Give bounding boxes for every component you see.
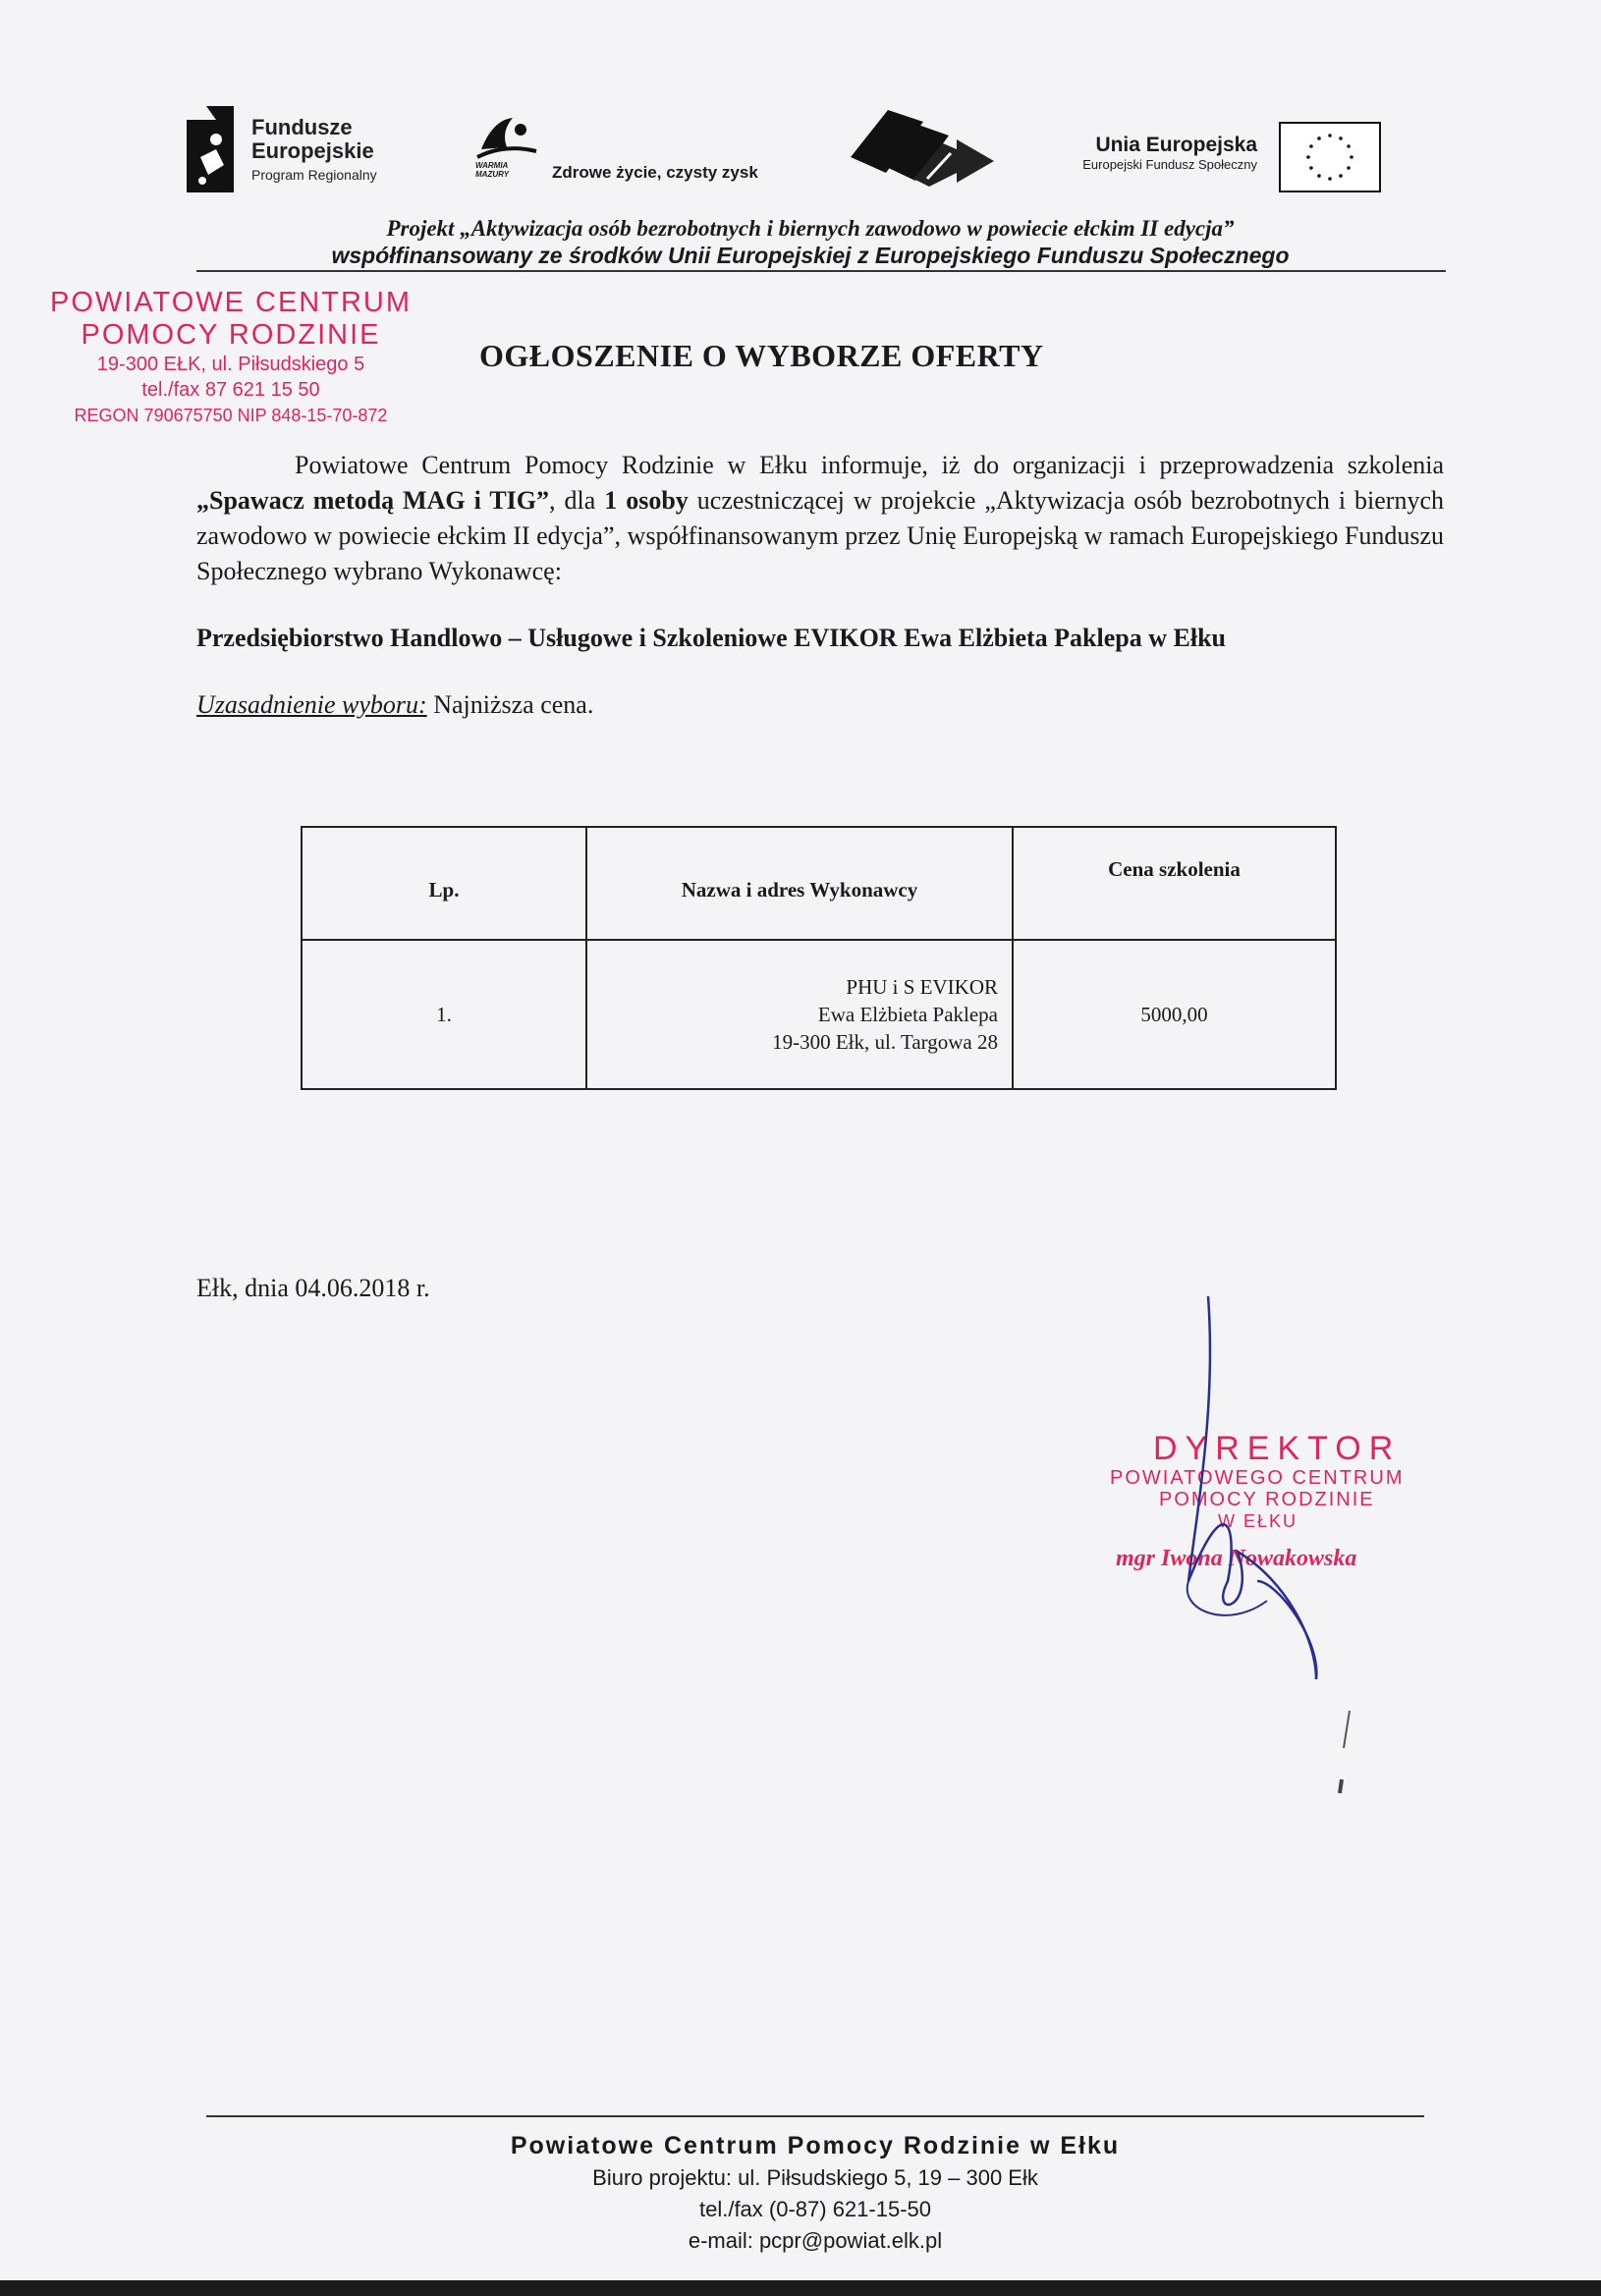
footer [206, 2129, 1424, 2257]
eu-star-icon [1339, 174, 1343, 178]
document-date: Ełk, dnia 04.06.2018 r. [196, 1274, 430, 1302]
institution-stamp [39, 287, 422, 428]
fundusze-europejskie-logo [187, 106, 422, 194]
selected-contractor: Przedsiębiorstwo Handlowo – Usługowe i Szkoleniowe EVIKOR Ewa Elżbieta Paklepa w Ełku [196, 624, 1226, 652]
eu-star-icon [1328, 134, 1332, 137]
cell-lp: 1. [302, 940, 586, 1089]
p1-part1: Powiatowe Centrum Pomocy Rodzinie w Ełku informuje, iż do organizacji i przeprowadzenia szkolenia [295, 451, 1444, 479]
stamp-line5: REGON 790675750 NIP 848-15-70-872 [74, 406, 388, 425]
unia-line1: Unia Europejska [1095, 134, 1257, 156]
eu-star-icon [1309, 166, 1313, 170]
footer-divider [206, 2115, 1424, 2117]
footer-line2: Biuro projektu: ul. Piłsudskiego 5, 19 – 300 Ełk [592, 2165, 1038, 2190]
stamp-line1: POWIATOWE CENTRUM [49, 287, 413, 318]
pen-marks [1336, 1709, 1365, 1807]
stamp-line2: POMOCY RODZINIE [81, 319, 381, 351]
p1-part3: uczestniczącej w projekcie „Aktywizacja osób bezrobotnych i biernych zawodowo w powiecie ełckim II edycja”, współfinansowanym przez Unię Europejską w ramach Europejskiego Funduszu Społecznego wybrano Wykonawcę: [196, 486, 1444, 585]
warmia-mazury-logo [471, 114, 805, 192]
warmia-slogan: Zdrowe życie, czysty zysk [552, 163, 758, 182]
director-line1: DYREKTOR [1153, 1430, 1402, 1467]
contractor-line2: Ewa Elżbieta Paklepa [817, 1003, 998, 1026]
p1-part2: , dla [549, 486, 605, 515]
eu-star-icon [1350, 155, 1353, 159]
eu-star-icon [1328, 177, 1332, 181]
director-name: mgr Iwona Nowakowska [1116, 1546, 1357, 1571]
director-line4: W EŁKU [1218, 1511, 1298, 1531]
contractor-line3: 19-300 Ełk, ul. Targowa 28 [772, 1030, 998, 1054]
offer-table [301, 826, 1337, 1090]
header-divider [196, 270, 1446, 272]
document-title: OGŁOSZENIE O WYBORZE OFERTY [479, 338, 1044, 373]
justification-label: Uzasadnienie wyboru: [196, 690, 427, 719]
eu-star-icon [1339, 137, 1343, 140]
unia-line2: Europejski Fundusz Społeczny [1082, 157, 1257, 172]
header-lp: Lp. [302, 827, 586, 940]
director-line2: POWIATOWEGO CENTRUM [1110, 1467, 1405, 1489]
cell-name [586, 940, 1013, 1089]
table-row [302, 940, 1336, 1089]
eu-star-icon [1306, 155, 1310, 159]
eu-star-icon [1309, 144, 1313, 148]
contractor-line1: PHU i S EVIKOR [846, 975, 998, 999]
header-name: Nazwa i adres Wykonawcy [586, 827, 1013, 940]
footer-line1: Powiatowe Centrum Pomocy Rodzinie w Ełku [510, 2132, 1121, 2159]
warmia-logo-text: WARMIA MAZURY [475, 161, 510, 179]
eu-star-icon [1347, 166, 1351, 170]
stamp-line4: tel./fax 87 621 15 50 [141, 379, 320, 401]
participant-count: 1 osoby [604, 486, 689, 515]
justification [196, 687, 593, 723]
warmia-mazury-icon [471, 114, 540, 163]
eu-star-icon [1317, 174, 1321, 178]
table-header-row [302, 827, 1336, 940]
fundusze-line2: Europejskie [251, 138, 374, 163]
project-line2: współfinansowany ze środków Unii Europejskiej z Europejskiego Funduszu Społecznego [331, 243, 1290, 268]
arrows-logo-icon [847, 102, 1004, 191]
footer-line4: e-mail: pcpr@powiat.elk.pl [688, 2228, 943, 2253]
stamp-line3: 19-300 EŁK, ul. Piłsudskiego 5 [96, 354, 365, 375]
eu-star-icon [1347, 144, 1351, 148]
header-price: Cena szkolenia [1013, 827, 1336, 940]
unia-europejska-logo [1012, 134, 1257, 172]
cell-price: 5000,00 [1013, 940, 1336, 1089]
training-name: „Spawacz metodą MAG i TIG” [196, 486, 549, 515]
announcement-paragraph [196, 448, 1444, 589]
eu-star-icon [1317, 137, 1321, 140]
footer-line3: tel./fax (0-87) 621-15-50 [698, 2197, 932, 2221]
eu-flag-icon [1279, 122, 1381, 192]
justification-value: Najniższa cena. [426, 690, 594, 719]
handwritten-signature [1169, 1286, 1385, 1699]
fundusze-line1: Fundusze [251, 115, 353, 139]
fundusze-europejskie-icon [187, 106, 238, 192]
scan-bottom-edge [0, 2280, 1601, 2296]
fundusze-line3: Program Regionalny [251, 167, 377, 183]
director-line3: POMOCY RODZINIE [1159, 1489, 1375, 1510]
project-line1: Projekt „Aktywizacja osób bezrobotnych i biernych zawodowo w powiecie ełckim II edycja” [386, 216, 1235, 241]
